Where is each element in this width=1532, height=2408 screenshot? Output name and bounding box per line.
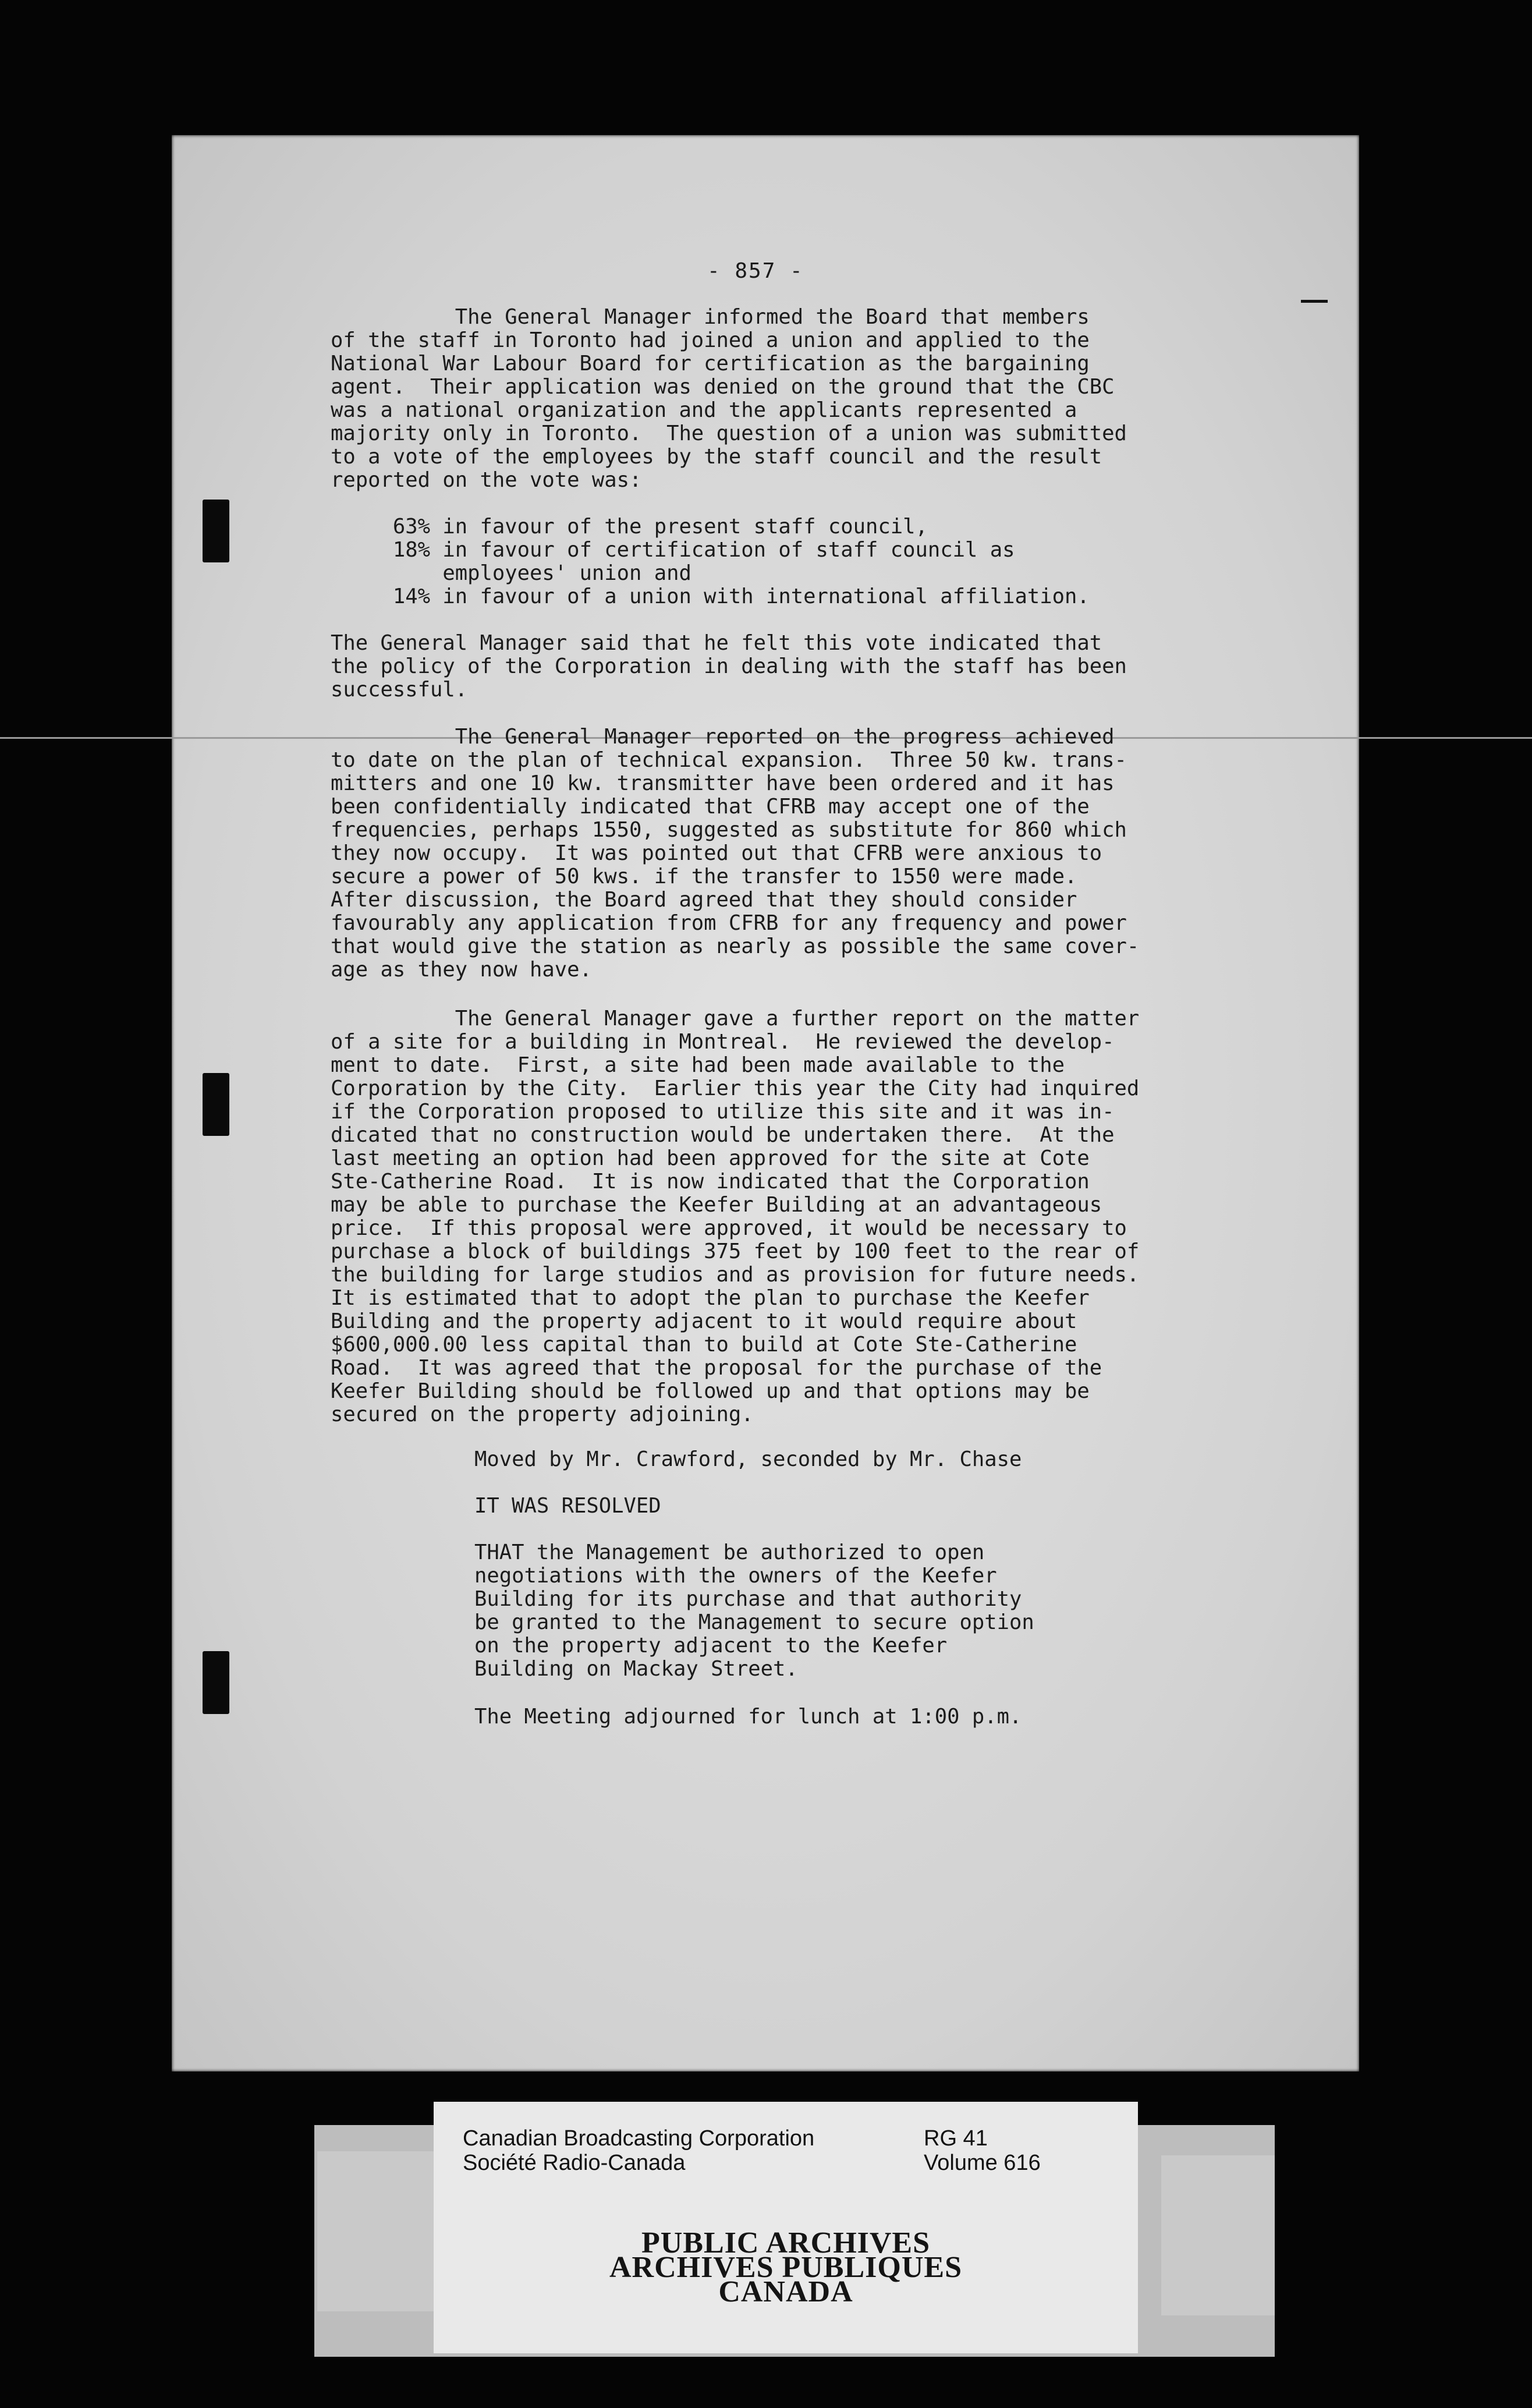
punch-hole-bottom bbox=[203, 1651, 229, 1714]
stamp-archives-publiques: ARCHIVES PUBLIQUES bbox=[609, 2251, 963, 2284]
label-org-french: Société Radio-Canada bbox=[463, 2151, 686, 2175]
margin-mark bbox=[1301, 300, 1328, 303]
archive-label-tab-left bbox=[317, 2151, 437, 2311]
archive-label-tab-right bbox=[1161, 2155, 1275, 2315]
paragraph-montreal-site: The General Manager gave a further report on the matter of a site for a building in Montreal. He reviewed the develop- ment to date. First, a site had been made available to the Corporation by the City. Earlier this year the City had inquired if the Corporation proposed to utilize this site and it was in- dicated that no construction would be undertaken there. At the last meeting an option had been approved for the site at Cote Ste-Catherine Road. It is now indicated that the Corporation may be able to purchase the Keefer Building at an advantageous price. If this proposal were approved, it would be necessary to purchase a block of buildings 375 feet by 100 feet to the rear of the building for large studios and as provision for future needs. It is estimated that to adopt the plan to purchase the Keefer Building and the property adjacent to it would require about $600,000.00 less capital than to build at Cote Ste-Catherine Road. It was agreed that the proposal for the purchase of the Keefer Building should be followed up and that options may be secured on the property adjoining. bbox=[331, 1007, 1140, 1426]
label-org-english: Canadian Broadcasting Corporation bbox=[463, 2126, 815, 2151]
label-volume: Volume 616 bbox=[924, 2151, 1041, 2175]
stamp-public-archives: PUBLIC ARCHIVES bbox=[641, 2226, 931, 2260]
punch-hole-top bbox=[203, 500, 229, 562]
motion-line: Moved by Mr. Crawford, seconded by Mr. Chase bbox=[474, 1447, 1022, 1471]
page-number: - 857 - bbox=[707, 259, 804, 283]
paragraph-vote-conclusion: The General Manager said that he felt this vote indicated that the policy of the Corporation in dealing with the staff has been successful. bbox=[331, 631, 1127, 702]
adjournment-line: The Meeting adjourned for lunch at 1:00 p.m. bbox=[474, 1705, 1022, 1729]
resolution-text: THAT the Management be authorized to open negotiations with the owners of the Keefer Building for its purchase and that authority be granted to the Management to secure option on the property adjacent to the Keefer Building on Mackay Street. bbox=[474, 1541, 1034, 1681]
stamp-canada: CANADA bbox=[718, 2275, 853, 2308]
archive-label bbox=[434, 2102, 1138, 2353]
vote-results-list: 63% in favour of the present staff council, 18% in favour of certification of staff council as employees' union and 14% in favour of a union with international affiliation. bbox=[392, 515, 1090, 608]
paragraph-technical-expansion: The General Manager reported on the progress achieved to date on the plan of technical expansion. Three 50 kw. trans- mitters and one 10 kw. transmitter have been ordered and it has been confidentially indicated that CFRB may accept one of the frequencies, perhaps 1550, suggested as substitute for 860 which they now occupy. It was pointed out that CFRB were anxious to secure a power of 50 kws. if the transfer to 1550 were made. After discussion, the Board agreed that they should consider favourably any application from CFRB for any frequency and power that would give the station as nearly as possible the same cover- age as they now have. bbox=[331, 725, 1140, 982]
resolution-heading: IT WAS RESOLVED bbox=[474, 1494, 661, 1518]
punch-hole-middle bbox=[203, 1073, 229, 1136]
paragraph-union-vote: The General Manager informed the Board that members of the staff in Toronto had joined a union and applied to the National War Labour Board for certification as the bargaining agent. Their application was denied on the ground that the CBC was a national organization and the applicants represented a majority only in Toronto. The question of a union was submitted to a vote of the employees by the staff council and the result reported on the vote was: bbox=[331, 305, 1127, 492]
label-record-group: RG 41 bbox=[924, 2126, 988, 2151]
